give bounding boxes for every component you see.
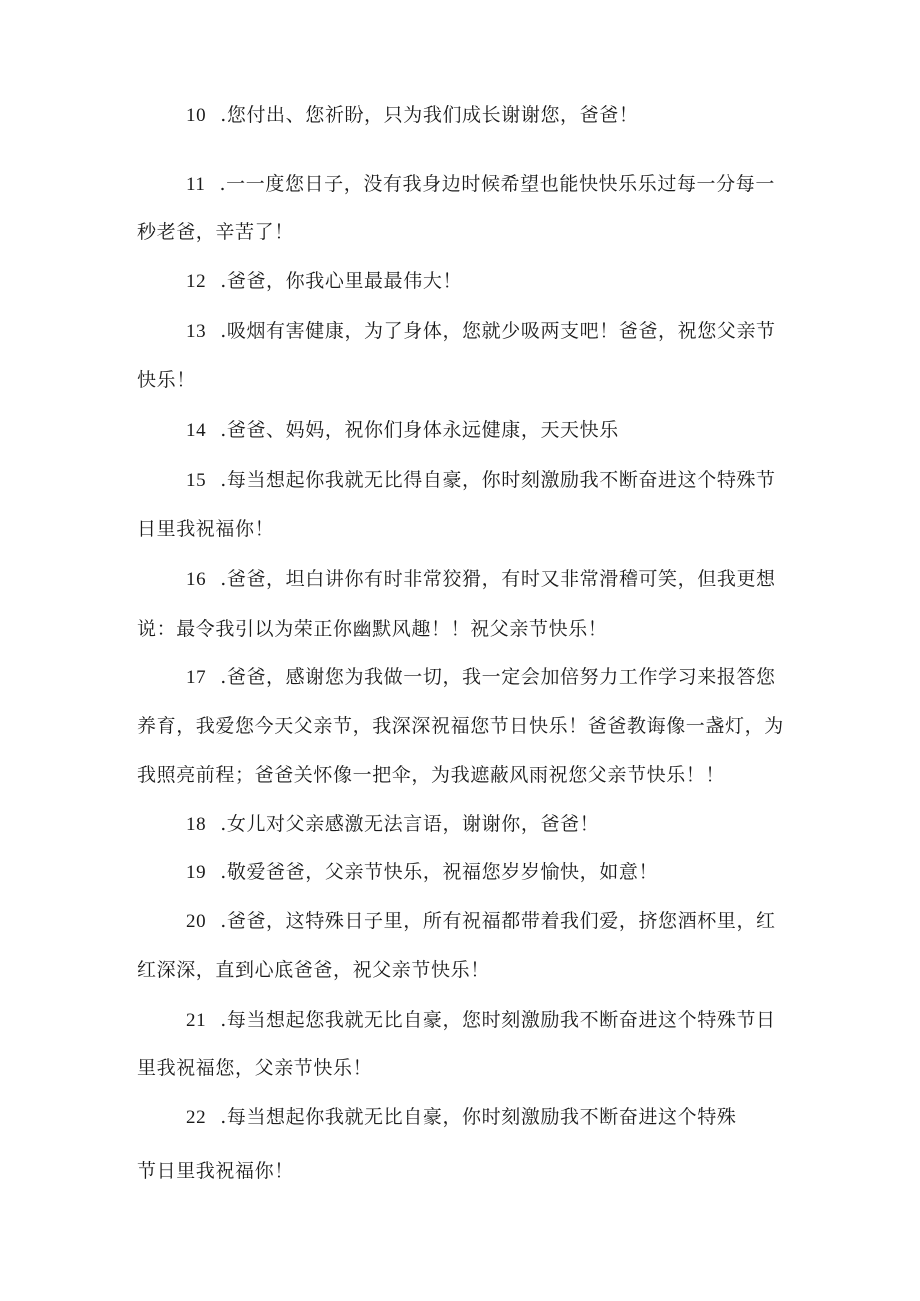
item-11-line-2: 秒老爸，辛苦了！ <box>137 221 294 243</box>
item-17-line-1 <box>186 665 776 690</box>
item-17-line-2: 养育，我爱您今天父亲节，我深深祝福您节日快乐！爸爸教诲像一盏灯，为 <box>137 715 784 737</box>
item-number: 17 <box>186 667 207 688</box>
item-number: 21 <box>186 1010 207 1031</box>
item-text: .每当想起你我就无比得自豪，你时刻激励我不断奋进这个特殊节 <box>220 469 776 491</box>
item-16-line-2: 说：最令我引以为荣正你幽默风趣！！祝父亲节快乐！ <box>137 618 608 640</box>
item-19-line-1 <box>186 860 658 885</box>
item-number: 12 <box>186 271 207 292</box>
item-number: 20 <box>186 911 207 932</box>
item-number: 15 <box>186 470 207 491</box>
item-18-line-1 <box>186 812 599 837</box>
item-text: .敬爱爸爸，父亲节快乐，祝福您岁岁愉快，如意！ <box>220 861 659 883</box>
item-text: .每当想起您我就无比自豪，您时刻激励我不断奋进这个特殊节日 <box>220 1009 776 1031</box>
item-text: .您付出、您祈盼，只为我们成长谢谢您，爸爸！ <box>220 104 639 126</box>
item-number: 19 <box>186 862 207 883</box>
item-number: 22 <box>186 1107 207 1128</box>
item-20-line-2: 红深深，直到心底爸爸，祝父亲节快乐！ <box>137 959 490 981</box>
item-15-line-2: 日里我祝福你！ <box>137 518 275 540</box>
item-number: 10 <box>186 105 207 126</box>
item-17-line-3: 我照亮前程；爸爸关怀像一把伞，为我遮蔽风雨祝您父亲节快乐！！ <box>137 764 726 786</box>
item-11-line-1 <box>186 172 775 197</box>
item-text: .爸爸，你我心里最最伟大！ <box>220 270 463 292</box>
item-12-line-1 <box>186 269 462 294</box>
item-text: .每当想起你我就无比自豪，你时刻激励我不断奋进这个特殊 <box>220 1106 737 1128</box>
item-13-line-1 <box>186 319 776 344</box>
item-number: 11 <box>186 174 206 195</box>
item-text: .爸爸，感谢您为我做一切，我一定会加倍努力工作学习来报答您 <box>220 666 776 688</box>
item-22-line-2: 节日里我祝福你！ <box>137 1160 294 1182</box>
item-20-line-1 <box>186 909 776 934</box>
item-text: .爸爸，这特殊日子里，所有祝福都带着我们爱，挤您酒杯里，红 <box>220 910 776 932</box>
item-text: .一一度您日子，没有我身边时候希望也能快快乐乐过每一分每一 <box>219 173 775 195</box>
item-number: 13 <box>186 321 207 342</box>
item-21-line-2: 里我祝福您，父亲节快乐！ <box>137 1057 373 1079</box>
item-number: 18 <box>186 814 207 835</box>
item-13-line-2: 快乐！ <box>137 369 196 391</box>
item-21-line-1 <box>186 1008 776 1033</box>
item-15-line-1 <box>186 468 776 493</box>
item-10-line-1 <box>186 103 638 128</box>
item-text: .爸爸，坦白讲你有时非常狡猾，有时又非常滑稽可笑，但我更想 <box>220 568 776 590</box>
item-text: .爸爸、妈妈，祝你们身体永远健康，天天快乐 <box>220 419 619 441</box>
item-number: 16 <box>186 569 207 590</box>
item-number: 14 <box>186 420 207 441</box>
item-text: .吸烟有害健康，为了身体，您就少吸两支吧！爸爸，祝您父亲节 <box>220 320 776 342</box>
item-text: .女儿对父亲感激无法言语，谢谢你，爸爸！ <box>220 813 600 835</box>
item-14-line-1 <box>186 418 619 443</box>
item-22-line-1 <box>186 1105 736 1130</box>
item-16-line-1 <box>186 567 776 592</box>
